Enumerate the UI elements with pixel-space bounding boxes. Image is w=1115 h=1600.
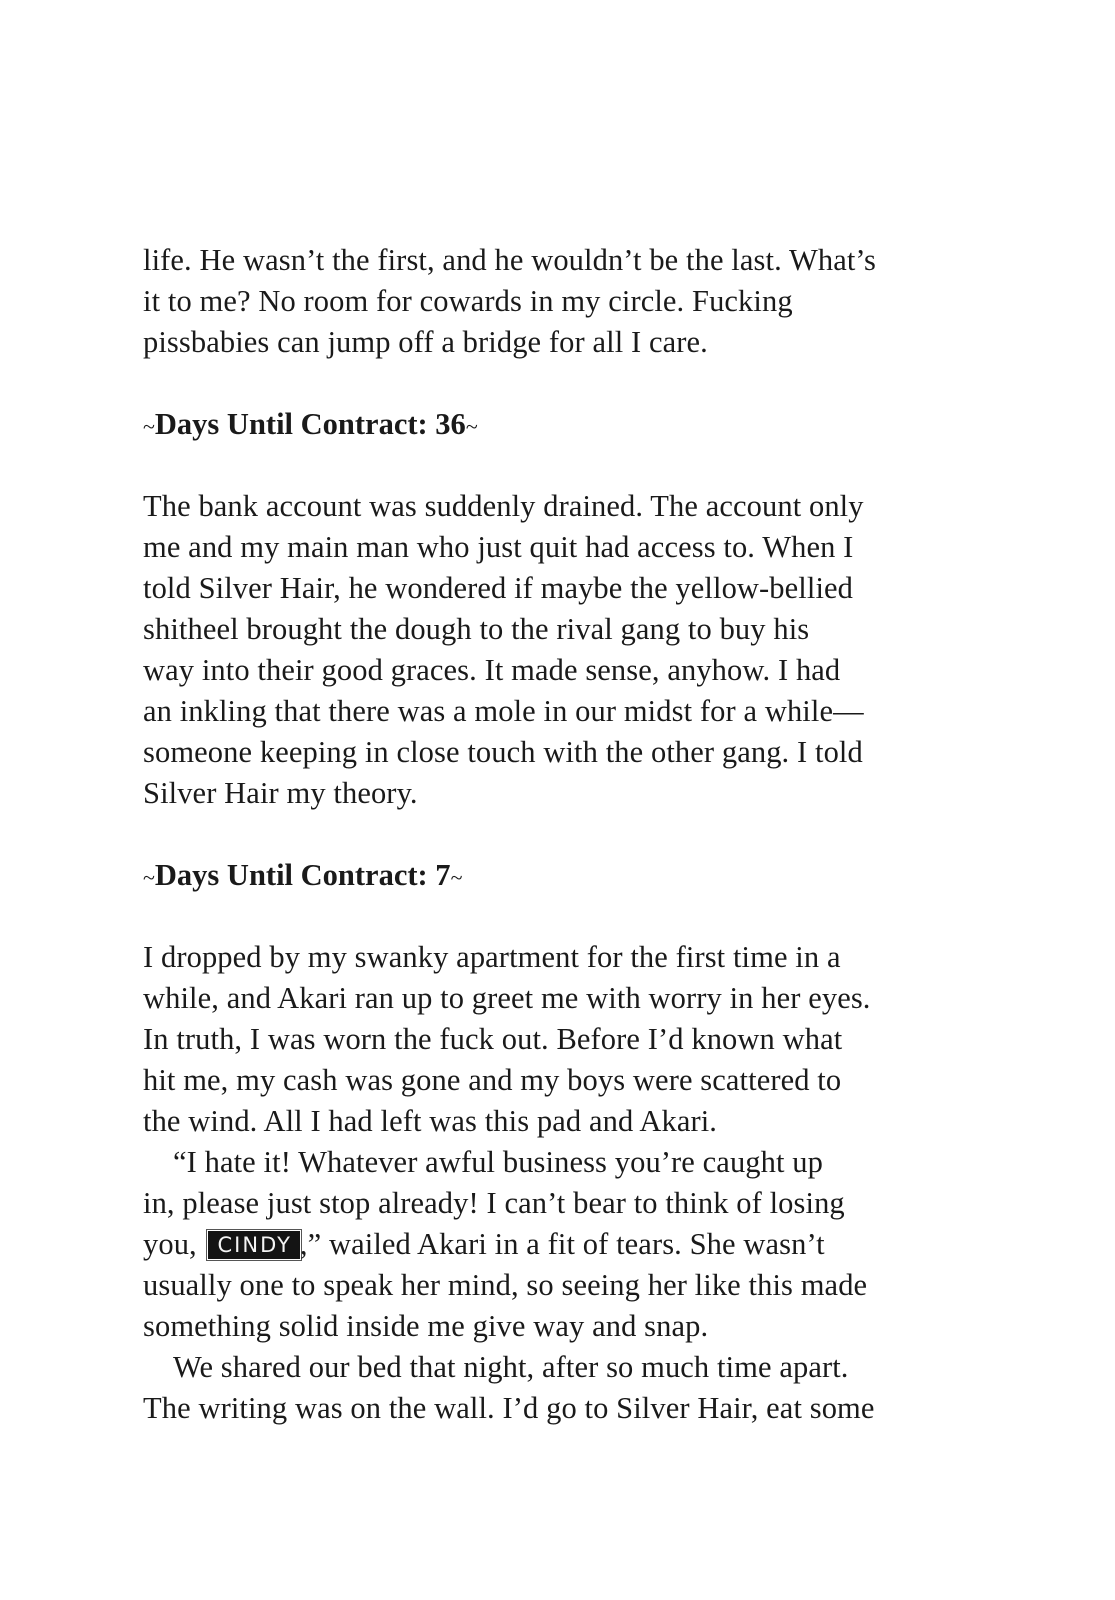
heading-text: Days Until Contract: 36 <box>154 407 466 441</box>
text-line: The bank account was suddenly drained. The account only <box>143 489 864 523</box>
text-fragment: you, <box>143 1227 205 1261</box>
text-line: I dropped by my swanky apartment for the first time in a <box>143 940 841 974</box>
paragraph-5 <box>143 1347 973 1429</box>
heading-text: Days Until Contract: 7 <box>154 858 451 892</box>
text-line: in, please just stop already! I can’t bear to think of losing <box>143 1186 845 1220</box>
text-line: shitheel brought the dough to the rival gang to buy his <box>143 612 810 646</box>
paragraph-4 <box>143 1142 973 1347</box>
text-line: someone keeping in close touch with the other gang. I told <box>143 735 863 769</box>
redacted-name-box: CINDY <box>208 1231 300 1259</box>
text-line: Silver Hair my theory. <box>143 776 418 810</box>
section-heading-7-days <box>143 855 973 896</box>
text-line: while, and Akari ran up to greet me with worry in her eyes. <box>143 981 871 1015</box>
heading-tilde: ~ <box>143 865 155 890</box>
text-fragment: ,” wailed Akari in a fit of tears. She wasn’t <box>299 1227 825 1261</box>
text-line: In truth, I was worn the fuck out. Before I’d known what <box>143 1022 843 1056</box>
spacer <box>143 814 973 855</box>
text-line: “I hate it! Whatever awful business you’re caught up <box>173 1145 823 1179</box>
text-line: way into their good graces. It made sense, anyhow. I had <box>143 653 841 687</box>
text-line: pissbabies can jump off a bridge for all I care. <box>143 325 708 359</box>
text-line: it to me? No room for cowards in my circle. Fucking <box>143 284 793 318</box>
spacer <box>143 896 973 937</box>
text-line: me and my main man who just quit had access to. When I <box>143 530 854 564</box>
text-line: We shared our bed that night, after so much time apart. <box>173 1350 849 1384</box>
book-page-text <box>143 240 973 1429</box>
text-line: life. He wasn’t the first, and he wouldn’t be the last. What’s <box>143 243 876 277</box>
text-line: usually one to speak her mind, so seeing her like this made <box>143 1268 868 1302</box>
spacer <box>143 445 973 486</box>
heading-tilde: ~ <box>450 865 463 890</box>
paragraph-1 <box>143 240 973 363</box>
heading-tilde: ~ <box>465 414 478 439</box>
text-line: something solid inside me give way and snap. <box>143 1309 709 1343</box>
spacer <box>143 363 973 404</box>
text-line: the wind. All I had left was this pad and Akari. <box>143 1104 718 1138</box>
text-line: The writing was on the wall. I’d go to Silver Hair, eat some <box>143 1391 875 1425</box>
section-heading-36-days <box>143 404 973 445</box>
text-line-with-redaction <box>143 1224 973 1265</box>
text-line: hit me, my cash was gone and my boys were scattered to <box>143 1063 842 1097</box>
text-line: told Silver Hair, he wondered if maybe the yellow-bellied <box>143 571 853 605</box>
text-line: an inkling that there was a mole in our midst for a while— <box>143 694 864 728</box>
paragraph-2 <box>143 486 973 814</box>
paragraph-3 <box>143 937 973 1142</box>
heading-tilde: ~ <box>143 414 155 439</box>
